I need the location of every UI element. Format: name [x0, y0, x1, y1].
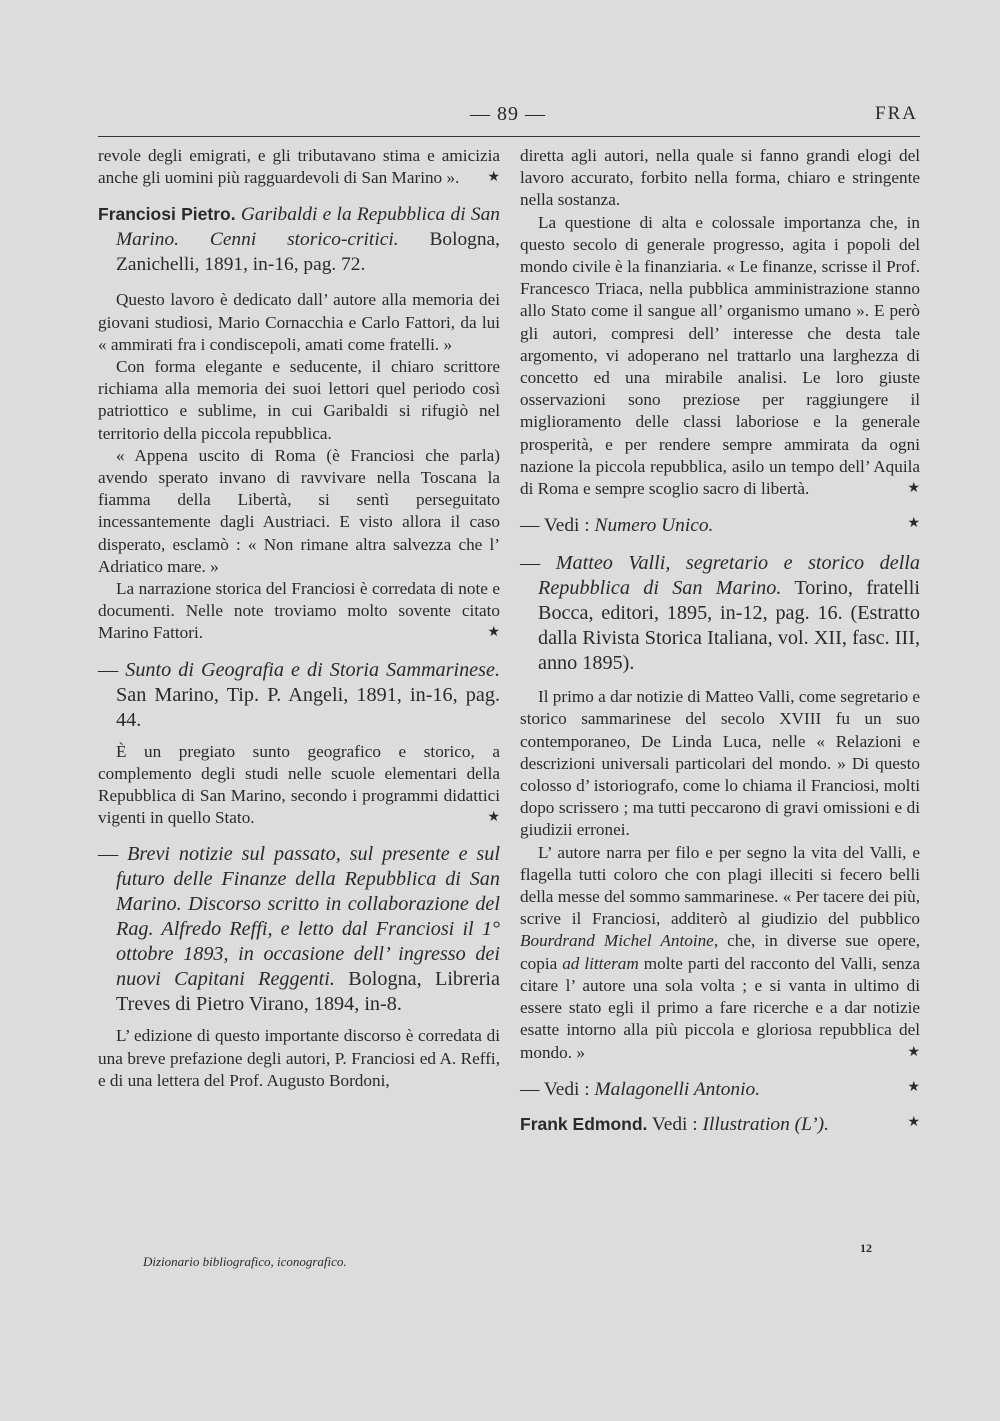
- footer-signature-note: Dizionario bibliografico, iconografico.: [143, 1254, 347, 1269]
- bibliography-entry: [98, 202, 500, 644]
- see-also-target: Illustration (L’).: [702, 1113, 829, 1135]
- paragraph-text: , che, in diverse sue opere, copia: [520, 931, 920, 973]
- paragraph-text: La narrazione storica del Franciosi è corredata di note e documenti. Nelle note troviamo molto sovente citato Marino Fattori.: [98, 579, 500, 643]
- see-also-target: Malagonelli Antonio.: [594, 1078, 761, 1100]
- see-also-prefix: — Vedi :: [520, 515, 590, 537]
- entry-heading: [520, 551, 920, 676]
- paragraph: Con forma elegante e seducente, il chiaro scrittore richiama alla memoria dei suoi lettori quel periodo così patriottico e sublime, in cui Garibaldi si rifugiò nel territorio della piccola repubblica.: [98, 357, 500, 443]
- entry-heading: [98, 202, 500, 277]
- bibliography-entry: [98, 842, 500, 1092]
- paragraph-text: molte parti del racconto del Valli, senza citare l’ autore una sola volta ; e si vanta in ultimo di essere stato egli il primo a fare ricerche e a dar notizie esatte intorno alla più piccola e gloriosa repubblica del mondo. »: [520, 953, 920, 1062]
- sheet-number: 12: [860, 1241, 872, 1255]
- see-also-entry: [520, 1112, 920, 1137]
- see-also-target: Numero Unico.: [594, 515, 714, 537]
- entry-heading: [520, 1077, 920, 1102]
- see-also-entry: [520, 513, 920, 538]
- paragraph: [98, 578, 500, 645]
- entry-publication: Torino, fratelli Bocca, editori, 1895, in-12, pag. 16. (Estratto dalla Rivista Storica Italiana, vol. XII, fasc. III, anno 1895).: [538, 577, 921, 675]
- see-also-prefix: — Vedi :: [520, 1078, 590, 1100]
- right-column: [520, 145, 920, 1137]
- entry-heading: [98, 842, 500, 1017]
- header-rule: [98, 136, 920, 137]
- paragraph-text: revole degli emigrati, e gli tributavano stima e amicizia anche gli uomini più ragguardevoli di San Marino ».: [98, 146, 500, 188]
- entry-title: Garibaldi e la Repubblica di San Marino. Cenni storico-critici.: [116, 204, 500, 251]
- paragraph-text: È un pregiato sunto geografico e storico, a complemento degli studi nelle scuole elementari della Repubblica di San Marino, secondo i programmi didattici vigenti in quello Stato.: [98, 741, 500, 828]
- paragraph: Il primo a dar notizie di Matteo Valli, come segretario e storico sammarinese del secolo XVIII fu un suo contemporaneo, De Linda Luca, nelle « Relazioni e descrizioni universali particolari del mondo. » Di questo colosso d’ istoriografo, come lo chiama il Franciosi, molti dopo scrissero ; ma tutti peccarono di gravi omissioni e di giudizii erronei.: [520, 687, 920, 840]
- running-head: FRA: [875, 103, 918, 124]
- star-icon: ★: [907, 481, 920, 497]
- entry-publication: Bologna, Zanichelli, 1891, in-16, pag. 72.: [116, 229, 500, 276]
- paragraph: [98, 145, 500, 189]
- entry-dash: —: [98, 843, 119, 866]
- star-icon: ★: [907, 1079, 920, 1095]
- star-icon: ★: [907, 1114, 920, 1130]
- star-icon: ★: [907, 1044, 920, 1060]
- paragraph: « Appena uscito di Roma (è Franciosi che parla) avendo sperato invano di ravvivare nella Toscana la fiamma della Libertà, si sentì perseguitato incessantemente dagli Austriaci. E visto allora il caso disperato, esclamò : « Non rimane altra salvezza che l’ Adriatico mare. »: [98, 445, 500, 576]
- page-header: [98, 103, 918, 137]
- entry-publication: Bologna, Libreria Treves di Pietro Virano, 1894, in-8.: [116, 968, 500, 1016]
- entry-publication: San Marino, Tip. P. Angeli, 1891, in-16, pag. 44.: [116, 683, 500, 731]
- cited-name: Bourdrand Michel Antoine: [520, 931, 714, 951]
- entry-author: Frank Edmond.: [520, 1113, 648, 1134]
- left-column: [98, 145, 500, 1092]
- paragraph-text: La questione di alta e colossale importanza che, in questo secolo di generale progresso, agita i popoli del mondo civile è la finanziaria. « Le finanze, scrisse il Prof. Francesco Triaca, nella pubblica amministrazione stanno allo Stato come il sangue all’ organismo umano ». E però gli autori, compresi dell’ interesse che desta tale argomento, vi adoperano nel trattarlo una larghezza di concetto ed una mirabile analisi. Le loro giuste osservazioni sono preziose per raggiungere il miglioramento delle classi laboriose e la generale prosperità, e per rendere sempre ammirata da ogni nazione la piccola repubblica, asilo un tempo dell’ Aquila di Roma e sempre scoglio sacro di libertà.: [520, 212, 920, 499]
- entry-dash: —: [520, 552, 541, 575]
- paragraph: L’ edizione di questo importante discorso è corredata di una breve prefazione degli autori, P. Franciosi ed A. Reffi, e di una lettera del Prof. Augusto Bordoni,: [98, 1026, 500, 1090]
- paragraph: [520, 842, 920, 1064]
- entry-author: Franciosi Pietro.: [98, 204, 236, 225]
- star-icon: ★: [487, 170, 500, 186]
- star-icon: ★: [487, 625, 500, 641]
- bibliography-entry: [98, 658, 500, 830]
- paragraph: [98, 741, 500, 830]
- entry-heading: [98, 658, 500, 733]
- latin-phrase: ad litteram: [562, 953, 639, 973]
- see-also-entry: [520, 1077, 920, 1102]
- entry-dash: —: [98, 658, 119, 681]
- bibliography-entry: [520, 551, 920, 1063]
- star-icon: ★: [487, 810, 500, 826]
- entry-heading: [520, 513, 920, 538]
- entry-title: Matteo Valli, segretario e storico della Repubblica di San Marino.: [538, 552, 921, 600]
- star-icon: ★: [907, 516, 920, 532]
- paragraph-text: L’ autore narra per filo e per segno la vita del Valli, e flagella tutti coloro che con plagi illeciti si fecero belli della messe del sommo sammarinese. « Per tacere dei più, scrive il Franciosi, additerò al giudizio del pubblico: [520, 842, 920, 929]
- entry-title: Brevi notizie sul passato, sul presente e sul futuro delle Finanze della Repubblica di San Marino. Discorso scritto in collaborazione del Rag. Alfredo Reffi, e letto dal Franciosi il 1° ottobre 1893, in occasione dell’ ingresso dei nuovi Capitani Reggenti.: [116, 843, 500, 991]
- page-number: — 89 —: [470, 103, 546, 125]
- see-also-prefix: Vedi :: [651, 1113, 698, 1135]
- entry-heading: [520, 1112, 920, 1137]
- entry-title: Sunto di Geografia e di Storia Sammarinese.: [125, 658, 501, 681]
- paragraph: [520, 212, 920, 501]
- paragraph: diretta agli autori, nella quale si fanno grandi elogi del lavoro accurato, forbito nella forma, chiaro e stringente nella sostanza.: [520, 146, 920, 210]
- paragraph: Questo lavoro è dedicato dall’ autore alla memoria dei giovani studiosi, Mario Cornacchia e Carlo Fattori, da lui « ammirati fra i condiscepoli, amati come fratelli. »: [98, 290, 500, 354]
